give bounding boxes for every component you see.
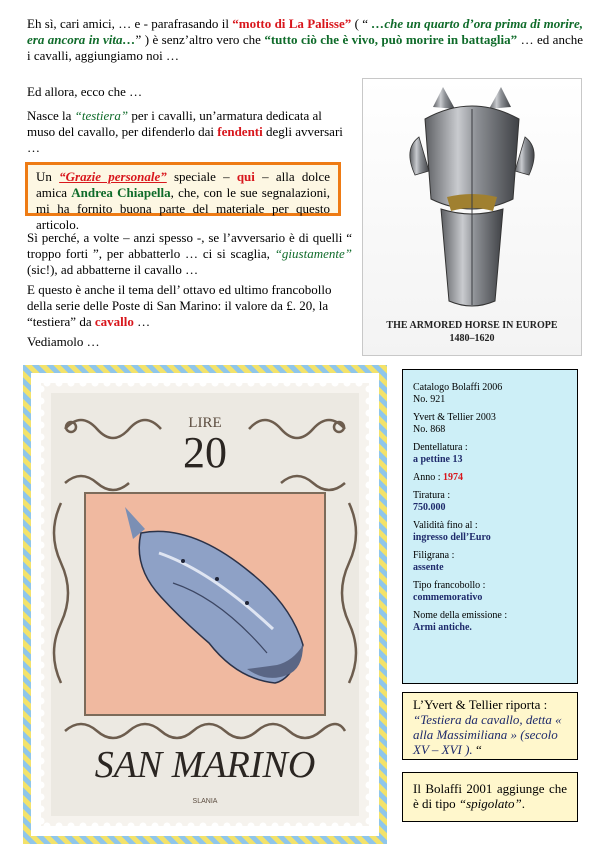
yvert-number: No. 868: [413, 424, 446, 435]
anno-value: 1974: [443, 472, 463, 483]
testiera-text-3: degli avversari …: [27, 124, 343, 155]
tiratura-value: 750.000: [413, 502, 446, 513]
dentellatura-value: a pettine 13: [413, 454, 463, 465]
giustamente-term: “giustamente”: [274, 246, 352, 261]
yvert-note-text-1: L’Yvert & Tellier riporta :: [413, 697, 548, 712]
stamp-value: 20: [183, 428, 227, 477]
stamp-mount: [31, 373, 379, 836]
qui-term: qui: [236, 169, 255, 184]
bolaffi-note-text-2: .: [521, 796, 525, 811]
perche-text-2: (sic!), ad abbatterne il cavallo …: [27, 262, 199, 277]
filigrana-label: Filigrana :: [413, 550, 455, 561]
vediamolo-line: Vediamolo …: [27, 334, 100, 349]
fendenti-term: fendenti: [217, 124, 263, 139]
la-palisse-quote: …che un quarto d’ora prima di morire, era ancora in vita…: [27, 16, 583, 47]
intro-text-3: ” ) è senz’altro vero che: [135, 32, 265, 47]
andrea-chiapella-name: Andrea Chiapella: [71, 185, 171, 200]
testiera-paragraph: [27, 108, 352, 156]
tiratura-label: Tiratura :: [413, 490, 451, 501]
validita-label: Validità fino al :: [413, 520, 478, 531]
catalog-nome: [413, 610, 567, 634]
stamp-designer: SLANIA: [192, 798, 218, 805]
bolaffi-note-box: [402, 772, 578, 822]
catalog-yvert: [413, 412, 567, 436]
catalog-bolaffi: [413, 382, 567, 406]
grazie-personale: “Grazie personale”: [59, 169, 167, 184]
catalog-info-box: [402, 369, 578, 684]
perche-text-1: Sì perché, a volte – anzi spesso -, se l’avversario è di quelli “ troppo forti ”, per abbatterlo … ci si scaglia,: [27, 230, 352, 261]
tipo-label: Tipo francobollo :: [413, 580, 486, 591]
catalog-validita: [413, 520, 567, 544]
anno-label: Anno :: [413, 472, 441, 483]
testiera-text-1: Nasce la: [27, 108, 75, 123]
intro-paragraph: [27, 16, 583, 64]
filigrana-value: assente: [413, 562, 444, 573]
yvert-note-quote: “Testiera da cavallo, detta « alla Massimiliana » (secolo XV – XVI ).: [413, 712, 562, 757]
catalog-anno: [413, 472, 567, 484]
san-marino-stamp: [41, 383, 369, 826]
book-years: 1480–1620: [449, 333, 495, 344]
nome-label: Nome della emissione :: [413, 610, 508, 621]
tipo-value: commemorativo: [413, 592, 483, 603]
lead-line: Ed allora, ecco che …: [27, 84, 143, 99]
motto-la-palisse: “motto di La Palisse”: [232, 16, 352, 31]
thanks-text-2: speciale –: [166, 169, 237, 184]
spigolato-term: “spigolato”: [458, 796, 522, 811]
testiera-text-2: per i cavalli, un’armatura dedicata al muso del cavallo, per difenderlo dai: [27, 108, 322, 139]
intro-text-1: Eh sì, cari amici, … e - parafrasando il: [27, 16, 233, 31]
stamp-intro-paragraph: [27, 282, 352, 330]
dentellatura-label: Dentellatura :: [413, 442, 468, 453]
tutto-cio-quote: “tutto ciò che è vivo, può morire in battaglia”: [264, 32, 518, 47]
bolaffi-label: Catalogo Bolaffi 2006: [413, 382, 503, 393]
cavallo-term: cavallo: [94, 314, 134, 329]
thanks-text-3: – alla dolce amica: [36, 169, 330, 200]
bolaffi-number: No. 921: [413, 394, 446, 405]
catalog-filigrana: [413, 550, 567, 574]
catalog-dentellatura: [413, 442, 567, 466]
intro-text-2: ( “: [351, 16, 372, 31]
perche-paragraph: [27, 230, 352, 278]
armored-horse-book-cover: [362, 78, 582, 356]
thanks-text-1: Un: [36, 169, 60, 184]
stamp-frame: [23, 365, 387, 844]
thanks-text-4: , che, con le sue segnalazioni, mi ha fornito buona parte del materiale per questo articolo.: [36, 185, 330, 232]
stamp-currency: LIRE: [188, 415, 222, 431]
nome-value: Armi antiche.: [413, 622, 472, 633]
horse-armor-illustration: [363, 79, 581, 315]
book-title: THE ARMORED HORSE IN EUROPE: [386, 320, 558, 331]
stamp-intro-text-2: …: [133, 314, 151, 329]
catalog-tiratura: [413, 490, 567, 514]
stamp-intro-text-1: E questo è anche il tema dell’ ottavo ed ultimo francobollo della serie delle Poste di San Marino: il valore da £. 20, la “testiera” da: [27, 282, 332, 329]
intro-text-4: … ed anche i cavalli, aggiungiamo noi …: [27, 32, 583, 63]
yvert-note-box: [402, 692, 578, 760]
yvert-label: Yvert & Tellier 2003: [413, 412, 496, 423]
bolaffi-note-text-1: Il Bolaffi 2001 aggiunge che è di tipo: [413, 781, 567, 811]
testiera-term: “testiera”: [74, 108, 129, 123]
stamp-country: SAN MARINO: [94, 744, 316, 786]
thanks-box: [25, 162, 341, 232]
yvert-note-text-2: “: [472, 742, 482, 757]
catalog-tipo: [413, 580, 567, 604]
validita-value: ingresso dell’Euro: [413, 532, 491, 543]
book-caption: [363, 319, 581, 345]
